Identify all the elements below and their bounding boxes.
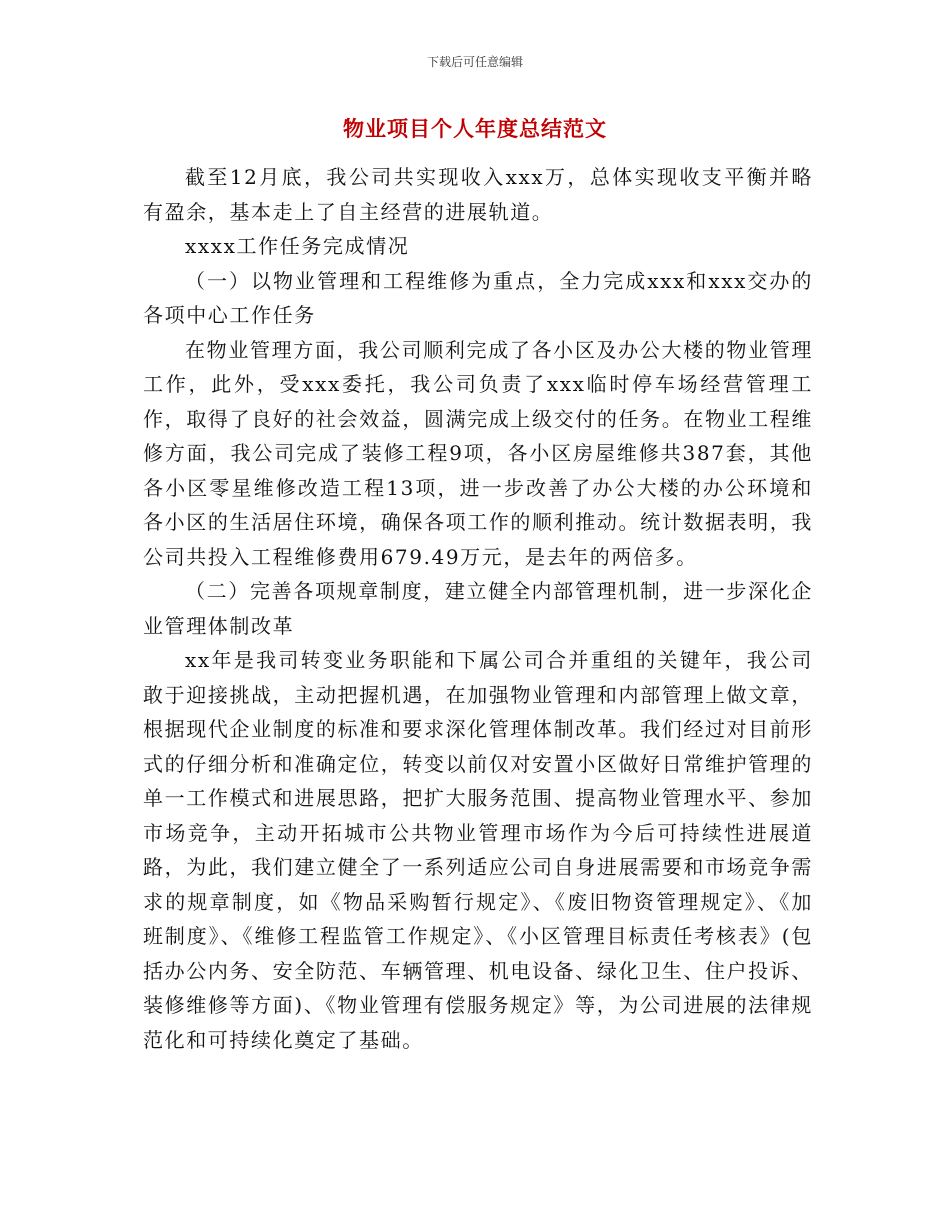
paragraph-property-management: 在物业管理方面，我公司顺利完成了各小区及办公大楼的物业管理工作，此外，受xxx委托，我公司负责了xxx临时停车场经营管理工作，取得了良好的社会效益，圆满完成上级交付的任务。在物业工程维修方面，我公司完成了装修工程9项，各小区房屋维修共387套，其他各小区零星维修改造工程13项，进一步改善了办公大楼的办公环境和各小区的生活居住环境，确保各项工作的顺利推动。统计数据表明，我公司共投入工程维修费用679.49万元，是去年的两倍多。 [143, 337, 813, 569]
subsection-heading-2: （二）完善各项规章制度，建立健全内部管理机制，进一步深化企业管理体制改革 [143, 579, 813, 638]
paragraph-reform: xx年是我司转变业务职能和下属公司合并重组的关键年，我公司敢于迎接挑战，主动把握机遇，在加强物业管理和内部管理上做文章，根据现代企业制度的标准和要求深化管理体制改革。我们经过对目前形式的仔细分析和准确定位，转变以前仅对安置小区做好日常维护管理的单一工作模式和进展思路，把扩大服务范围、提高物业管理水平、参加市场竞争，主动开拓城市公共物业管理市场作为今后可持续性进展道路，为此，我们建立健全了一系列适应公司自身进展需要和市场竞争需求的规章制度，如《物品采购暂行规定》、《废旧物资管理规定》、《加班制度》、《维修工程监管工作规定》、《小区管理目标责任考核表》(包括办公内务、安全防范、车辆管理、机电设备、绿化卫生、住户投诉、装修维修等方面)、《物业管理有偿服务规定》等，为公司进展的法律规范化和可持续化奠定了基础。 [143, 648, 813, 1052]
document-body [143, 160, 813, 1057]
section-heading: xxxx工作任务完成情况 [185, 234, 410, 258]
paragraph-summary: 截至12月底，我公司共实现收入xxx万，总体实现收支平衡并略有盈余，基本走上了自主经营的进展轨道。 [143, 165, 813, 224]
document-title: 物业项目个人年度总结范文 [343, 117, 607, 141]
header-note: 下载后可任意编辑 [426, 55, 523, 69]
subsection-heading-1: （一）以物业管理和工程维修为重点，全力完成xxx和xxx交办的各项中心工作任务 [143, 268, 813, 327]
